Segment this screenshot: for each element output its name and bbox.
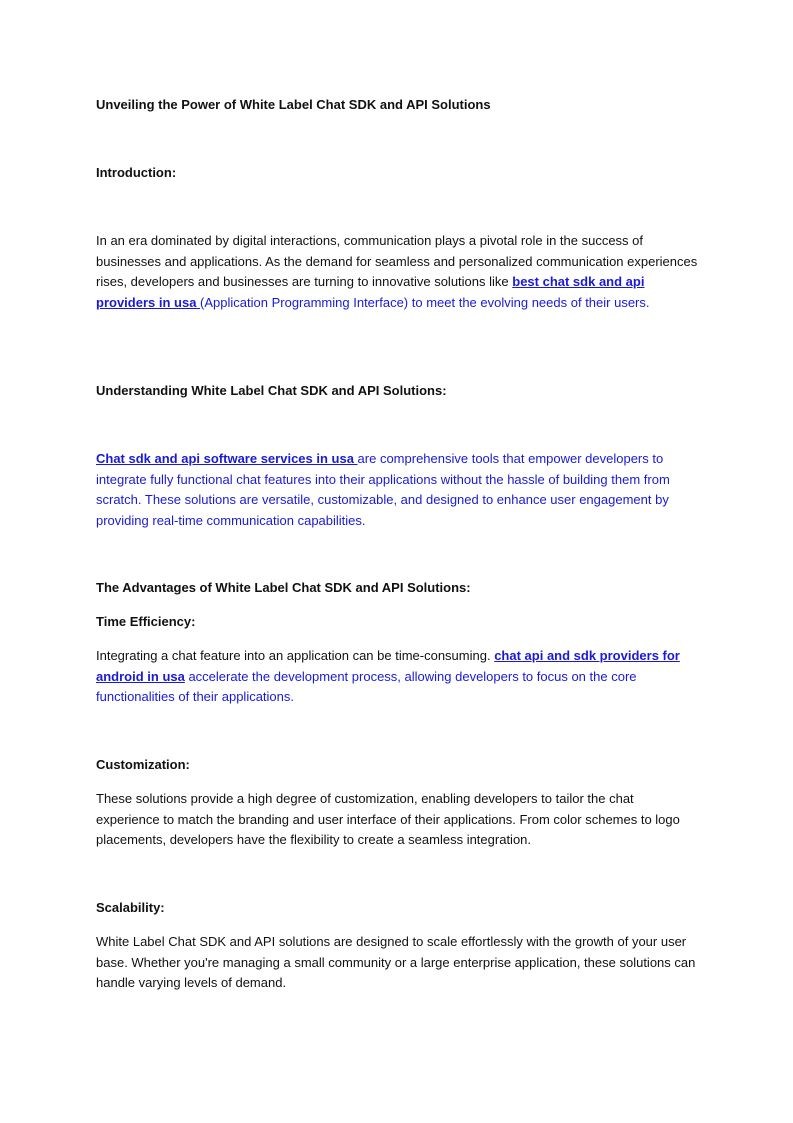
time-efficiency-heading: Time Efficiency: — [96, 614, 196, 629]
best-chat-sdk-link[interactable]: best chat sdk and api providers in usa — [96, 274, 645, 310]
customization-paragraph: These solutions provide a high degree of customization, enabling developers to tailor the chat experience to match the branding and user interface of their applications. From color schemes to logo placements, developers have the flexibility to create a seamless integration. — [96, 791, 680, 847]
introduction-paragraph — [96, 231, 700, 313]
introduction-heading: Introduction: — [96, 165, 177, 180]
introduction-link-continuation: (Application Programming Interface) to meet the evolving needs of their users. — [200, 294, 650, 310]
customization-heading: Customization: — [96, 757, 190, 772]
scalability-paragraph: White Label Chat SDK and API solutions are designed to scale effortlessly with the growth of your user base. Whether you're managing a small community or a large enterprise application, these solutions can handle varying levels of demand. — [96, 934, 696, 990]
understanding-text: are comprehensive tools that empower developers to integrate fully functional chat features into their applications without the hassle of building them from scratch. These solutions are versatile, customizable, and designed to enhance user engagement by providing real-time communication capabilities. — [96, 451, 670, 528]
chat-sdk-services-link[interactable]: Chat sdk and api software services in usa — [96, 451, 358, 466]
advantages-heading: The Advantages of White Label Chat SDK and API Solutions: — [96, 580, 471, 595]
time-efficiency-paragraph — [96, 646, 700, 708]
understanding-paragraph — [96, 449, 700, 531]
introduction-text: In an era dominated by digital interactions, communication plays a pivotal role in the success of businesses and applications. As the demand for seamless and personalized communication experiences rises, developers and businesses are turning to innovative solutions like — [96, 233, 698, 289]
time-efficiency-text: Integrating a chat feature into an application can be time-consuming. — [96, 648, 495, 663]
time-efficiency-continuation: accelerate the development process, allowing developers to focus on the core functionalities of their applications. — [96, 668, 637, 704]
document-title: Unveiling the Power of White Label Chat SDK and API Solutions — [96, 97, 491, 112]
scalability-heading: Scalability: — [96, 900, 165, 915]
understanding-heading: Understanding White Label Chat SDK and API Solutions: — [96, 383, 447, 398]
android-providers-link[interactable]: chat api and sdk providers for android in usa — [96, 648, 680, 684]
